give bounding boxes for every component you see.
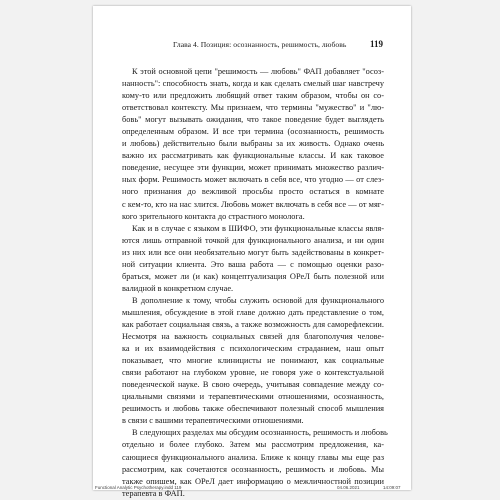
text-line: определенным образом. И все три термина (осознанность, решимость — [122, 127, 384, 137]
text-line: циальными связями и терапевтическими отношениями, осознанность, — [122, 392, 384, 402]
text-line: бовь" могут вызывать ожидания, что такое поведение будет выглядеть — [122, 115, 384, 125]
text-line: браться, может ли (и как) концептуализация ОРеЛ быть полезной или — [122, 271, 384, 281]
text-line: Как и в случае с языком в ШИФО, эти функциональные классы явля- — [132, 223, 384, 233]
paragraph-1 — [122, 66, 384, 223]
paragraph-2 — [122, 223, 384, 295]
text-line: с кем-то, кто на нас злится. Любовь может включать в себя все — от мяг- — [122, 199, 384, 209]
text-line: ного признания до вежливой просьбы просто остаться в комнате — [122, 187, 384, 197]
text-line: Несмотря на важность социальных связей для благополучия челове- — [122, 332, 384, 342]
text-line: поведение, несущее эти функции, может принимать множество различ- — [122, 163, 384, 173]
text-line: ответствовал контексту. Мы признаем, что термины "мужество" и "лю- — [122, 103, 384, 113]
chapter-title: Глава 4. Позиция: осознанность, решимость, любовь — [173, 40, 347, 49]
running-header — [93, 40, 411, 54]
text-line: и любовь) действительно были выбраны за их живость. Однако очень — [122, 139, 384, 149]
text-line: из них или все они необязательно могут быть задействованы в конкрет- — [122, 247, 384, 257]
text-line: в связи с вашими терапевтическими отношениями. — [122, 416, 304, 426]
body-text — [122, 66, 388, 500]
text-line: связи работают на глубоком уровне, не говоря уже о контекстуальной — [122, 368, 384, 378]
footer-date: 04.06.2021 — [337, 485, 360, 490]
text-line: В дополнение к тому, чтобы служить основой для функционального — [132, 295, 384, 305]
text-line: ка и их взаимодействия с психологическим страданием, наш опыт — [122, 344, 384, 354]
page-number: 119 — [370, 39, 384, 49]
text-line: сающиеся функционального анализа. Ближе к концу главы мы еще раз — [122, 452, 384, 462]
text-line: К этой основной цепи "решимость — любовь" ФАП добавляет "осоз- — [132, 67, 384, 76]
footer-time: 14:09:07 — [383, 485, 401, 490]
text-line: ются лишь отправной точкой для функционального анализа, и ни один — [122, 235, 384, 245]
text-line: мышления, обсуждение в этой главе должно дать представление о том, — [122, 307, 384, 317]
book-page — [93, 6, 411, 498]
print-footer — [95, 485, 411, 493]
text-line: нанность": способность знать, когда и как сделать смелый шаг навстречу — [122, 79, 384, 89]
text-line: важно их рассматривать как функциональные классы. И как таковое — [122, 151, 384, 161]
text-line: решимость и любовь также обеспечивают полезный способ мышления — [122, 404, 384, 414]
text-line: кого зрительного контакта до страстного монолога. — [122, 211, 305, 221]
text-line: терапевта в ФАП. — [122, 488, 185, 498]
text-line: валидной в конкретном случае. — [122, 283, 234, 293]
text-line: ных форм. Решимость может включать в себя все, что угодно — от слез- — [122, 175, 384, 185]
text-line: показывает, что многие клиницисты не понимают, как социальные — [122, 356, 384, 366]
text-line: поведенческой науке. В свою очередь, учитывая совпадение между со- — [122, 380, 384, 390]
paragraph-3 — [122, 295, 384, 428]
text-line: кому-то или предложить любящий ответ таким образом, чтобы он со- — [122, 91, 384, 101]
text-line: как работает социальная связь, а также возможность для саморефлексии. — [122, 319, 384, 329]
footer-file-info: Functional Analytic Psychotherapy.indd 119 — [95, 485, 182, 490]
text-line: также опишем, как ОРеЛ дает информацию о межличностной позиции — [122, 476, 384, 486]
text-line: ной ситуации клиента. Это ваша работа — с помощью оценки разо- — [122, 259, 384, 269]
text-line: рассмотрим, как сочетаются осознанность, решимость и любовь. Мы — [122, 464, 384, 474]
text-line: В следующих разделах мы обсудим осознанность, решимость и любовь — [132, 428, 388, 438]
text-line: отдельно и более глубоко. Затем мы рассмотрим предложения, ка- — [122, 440, 384, 450]
